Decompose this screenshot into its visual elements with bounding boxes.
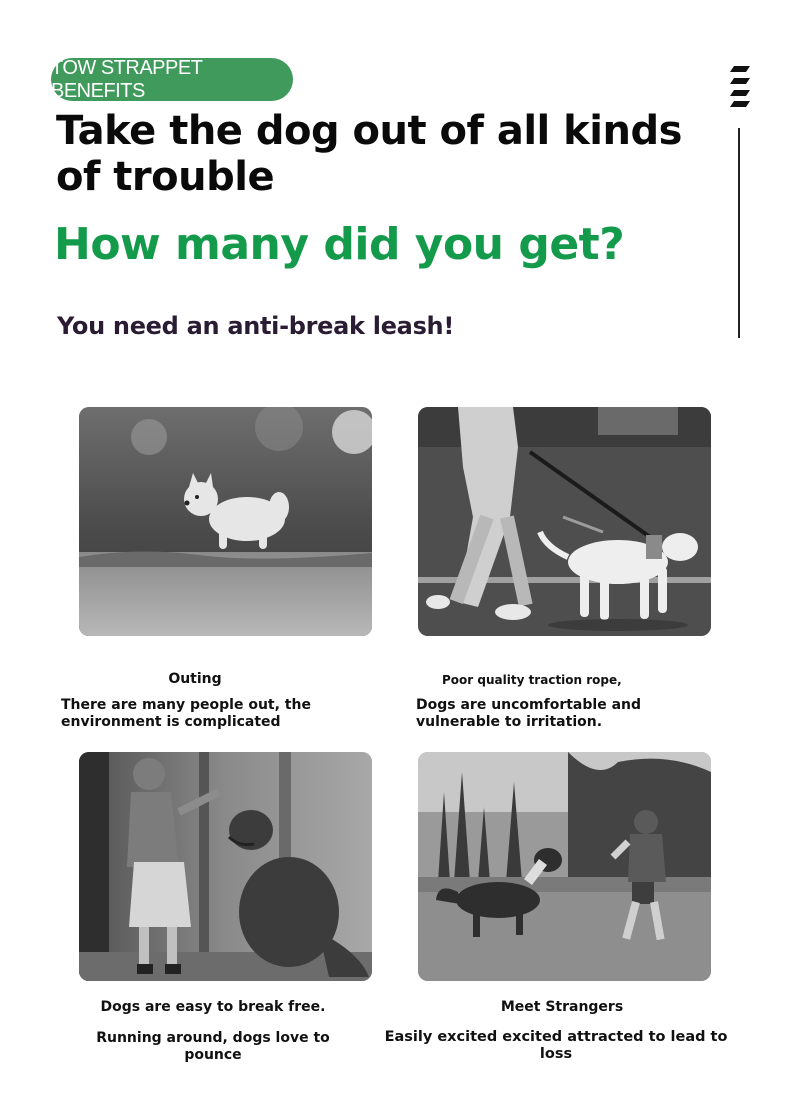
card-4-text: Easily excited excited attracted to lead to loss [384,1029,728,1062]
benefits-badge [51,58,293,101]
dog-meeting-child-photo [418,752,711,981]
subheadline: How many did you get? [54,219,625,270]
card-2-title: Poor quality traction rope, [442,673,622,687]
vertical-divider [738,128,740,338]
stripes-decoration [728,66,750,108]
card-1-title: Outing [168,671,222,687]
card-2-text: Dogs are uncomfortable and vulnerable to irritation. [416,697,642,730]
card-3-text: Running around, dogs love to pounce [96,1030,330,1063]
woman-walking-dog-photo [418,407,711,636]
tagline: You need an anti-break leash! [57,312,454,340]
badge-label: TOW STRAPPET BENEFITS [51,56,203,102]
dog-running-photo [79,407,372,636]
dog-jumping-on-woman-photo [79,752,372,981]
card-3-title: Dogs are easy to break free. [100,999,326,1015]
headline: Take the dog out of all kinds of trouble [56,108,682,200]
card-4-title: Meet Strangers [500,999,624,1015]
card-1-text: There are many people out, the environment is complicated [61,697,311,730]
